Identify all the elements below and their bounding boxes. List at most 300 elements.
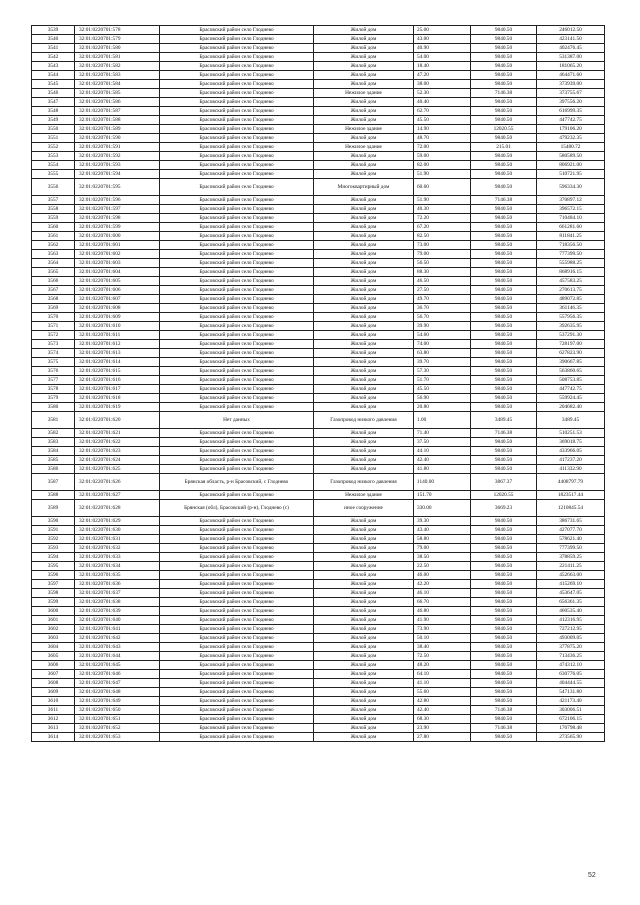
cadastral-number-cell: 32:01:0220701:592: [75, 152, 160, 161]
object-type-cell: Жилой дом: [314, 367, 414, 376]
cadastral-number-cell: 32:01:0220701:615: [75, 367, 160, 376]
object-type-cell: Жилой дом: [314, 116, 414, 125]
table-row: [32, 241, 605, 250]
object-type-cell: Жилой дом: [314, 706, 414, 715]
cadastral-number-cell: 32:01:0220701:632: [75, 544, 160, 553]
unit-value-cell: 9840.50: [471, 403, 537, 412]
row-number-cell: 3581: [32, 412, 75, 429]
object-type-cell: Жилой дом: [314, 679, 414, 688]
address-cell: Брасовский район село Глоднево: [160, 544, 314, 553]
cadastral-value-cell: 433966.05: [537, 447, 605, 456]
row-number-cell: 3588: [32, 491, 75, 500]
table-row: [32, 196, 605, 205]
table-row: [32, 125, 605, 134]
area-cell: 39.70: [414, 358, 471, 367]
cadastral-table: [31, 25, 605, 742]
area-cell: 79.00: [414, 544, 471, 553]
address-cell: Брасовский район село Глоднево: [160, 733, 314, 742]
object-type-cell: Жилой дом: [314, 465, 414, 474]
row-number-cell: 3566: [32, 277, 75, 286]
unit-value-cell: 9840.50: [471, 571, 537, 580]
cadastral-value-cell: 460535.40: [537, 607, 605, 616]
unit-value-cell: 9840.50: [471, 134, 537, 143]
object-type-cell: Жилой дом: [314, 688, 414, 697]
row-number-cell: 3608: [32, 679, 75, 688]
row-number-cell: 3582: [32, 429, 75, 438]
area-cell: 38.00: [414, 80, 471, 89]
area-cell: 36.70: [414, 304, 471, 313]
cadastral-number-cell: 32:01:0220701:653: [75, 733, 160, 742]
cadastral-number-cell: 32:01:0220701:581: [75, 53, 160, 62]
table-row: [32, 598, 605, 607]
row-number-cell: 3573: [32, 340, 75, 349]
cadastral-number-cell: 32:01:0220701:597: [75, 205, 160, 214]
table-row: [32, 286, 605, 295]
cadastral-number-cell: 32:01:0220701:587: [75, 107, 160, 116]
table-row: [32, 589, 605, 598]
row-number-cell: 3604: [32, 643, 75, 652]
cadastral-number-cell: 32:01:0220701:600: [75, 232, 160, 241]
cadastral-number-cell: 32:01:0220701:586: [75, 98, 160, 107]
cadastral-value-cell: 656361.35: [537, 598, 605, 607]
cadastral-value-cell: 447742.75: [537, 116, 605, 125]
cadastral-number-cell: 32:01:0220701:585: [75, 89, 160, 98]
unit-value-cell: 215.01: [471, 143, 537, 152]
table-row: [32, 170, 605, 179]
cadastral-value-cell: 453647.05: [537, 589, 605, 598]
cadastral-value-cell: 580589.50: [537, 152, 605, 161]
table-row: [32, 214, 605, 223]
object-type-cell: Жилой дом: [314, 340, 414, 349]
unit-value-cell: 9840.50: [471, 688, 537, 697]
row-number-cell: 3600: [32, 607, 75, 616]
address-cell: Брасовский район село Глоднево: [160, 526, 314, 535]
unit-value-cell: 9840.50: [471, 394, 537, 403]
address-cell: Брасовский район село Глоднево: [160, 304, 314, 313]
address-cell: Брасовский район село Глоднево: [160, 214, 314, 223]
object-type-cell: Жилой дом: [314, 616, 414, 625]
table-row: [32, 580, 605, 589]
cadastral-value-cell: 221411.25: [537, 562, 605, 571]
area-cell: 51.90: [414, 196, 471, 205]
object-type-cell: Жилой дом: [314, 724, 414, 733]
area-cell: 63.80: [414, 349, 471, 358]
cadastral-value-cell: 557956.35: [537, 313, 605, 322]
address-cell: Брасовский район село Глоднево: [160, 447, 314, 456]
area-cell: 58.80: [414, 535, 471, 544]
address-cell: Брасовский район село Глоднево: [160, 517, 314, 526]
unit-value-cell: 9840.50: [471, 98, 537, 107]
object-type-cell: Нежилое здание: [314, 89, 414, 98]
unit-value-cell: 9840.50: [471, 170, 537, 179]
cadastral-value-cell: 868916.15: [537, 268, 605, 277]
object-type-cell: Нежилое здание: [314, 125, 414, 134]
row-number-cell: 3561: [32, 232, 75, 241]
address-cell: Брасовский район село Глоднево: [160, 44, 314, 53]
unit-value-cell: 9840.50: [471, 71, 537, 80]
cadastral-value-cell: 555988.25: [537, 259, 605, 268]
object-type-cell: Жилой дом: [314, 35, 414, 44]
table-row: [32, 526, 605, 535]
table-row: [32, 733, 605, 742]
cadastral-number-cell: 32:01:0220701:648: [75, 688, 160, 697]
area-cell: 41.10: [414, 679, 471, 688]
row-number-cell: 3550: [32, 125, 75, 134]
area-cell: 1140.00: [414, 474, 471, 491]
unit-value-cell: 9840.50: [471, 438, 537, 447]
area-cell: 43.40: [414, 526, 471, 535]
table-row: [32, 80, 605, 89]
cadastral-value-cell: 559924.45: [537, 394, 605, 403]
area-cell: 68.30: [414, 715, 471, 724]
cadastral-number-cell: 32:01:0220701:601: [75, 241, 160, 250]
object-type-cell: Жилой дом: [314, 71, 414, 80]
object-type-cell: Жилой дом: [314, 268, 414, 277]
unit-value-cell: 9840.50: [471, 456, 537, 465]
address-cell: Брасовский район село Глоднево: [160, 143, 314, 152]
cadastral-value-cell: 508753.85: [537, 376, 605, 385]
address-cell: Брасовский район село Глоднево: [160, 661, 314, 670]
cadastral-number-cell: 32:01:0220701:641: [75, 625, 160, 634]
object-type-cell: Жилой дом: [314, 589, 414, 598]
area-cell: 45.50: [414, 385, 471, 394]
area-cell: 82.00: [414, 161, 471, 170]
object-type-cell: Жилой дом: [314, 715, 414, 724]
unit-value-cell: 9840.50: [471, 62, 537, 71]
cadastral-value-cell: 273565.90: [537, 733, 605, 742]
unit-value-cell: 9840.50: [471, 107, 537, 116]
table-row: [32, 53, 605, 62]
address-cell: Брасовский район село Глоднево: [160, 724, 314, 733]
cadastral-number-cell: 32:01:0220701:613: [75, 349, 160, 358]
cadastral-value-cell: 672106.15: [537, 715, 605, 724]
cadastral-value-cell: 1210845.54: [537, 500, 605, 517]
cadastral-number-cell: 32:01:0220701:621: [75, 429, 160, 438]
cadastral-number-cell: 32:01:0220701:605: [75, 277, 160, 286]
table-row: [32, 304, 605, 313]
area-cell: 25.00: [414, 26, 471, 35]
object-type-cell: Жилой дом: [314, 456, 414, 465]
cadastral-number-cell: 32:01:0220701:638: [75, 598, 160, 607]
row-number-cell: 3547: [32, 98, 75, 107]
table-row: [32, 179, 605, 196]
table-row: [32, 403, 605, 412]
area-cell: 72.20: [414, 214, 471, 223]
cadastral-value-cell: 377875.20: [537, 643, 605, 652]
address-cell: Брасовский район село Глоднево: [160, 553, 314, 562]
unit-value-cell: 9840.50: [471, 670, 537, 679]
cadastral-value-cell: 411332.90: [537, 465, 605, 474]
area-cell: 330.00: [414, 500, 471, 517]
table-row: [32, 385, 605, 394]
cadastral-number-cell: 32:01:0220701:583: [75, 71, 160, 80]
table-row: [32, 322, 605, 331]
cadastral-value-cell: 493009.05: [537, 634, 605, 643]
table-row: [32, 205, 605, 214]
area-cell: 27.50: [414, 286, 471, 295]
row-number-cell: 3579: [32, 394, 75, 403]
cadastral-value-cell: 361146.35: [537, 304, 605, 313]
row-number-cell: 3569: [32, 304, 75, 313]
address-cell: Брасовский район село Глоднево: [160, 643, 314, 652]
object-type-cell: Жилой дом: [314, 26, 414, 35]
address-cell: Брасовский район село Глоднево: [160, 652, 314, 661]
unit-value-cell: 12020.55: [471, 125, 537, 134]
address-cell: Брянская (обл), Брасовский (р-н), Глоднево (с): [160, 500, 314, 517]
table-row: [32, 544, 605, 553]
table-row: [32, 394, 605, 403]
area-cell: 73.00: [414, 241, 471, 250]
object-type-cell: Жилой дом: [314, 196, 414, 205]
row-number-cell: 3597: [32, 580, 75, 589]
table-row: [32, 232, 605, 241]
area-cell: 72.50: [414, 652, 471, 661]
area-cell: 51.70: [414, 376, 471, 385]
address-cell: Брасовский район село Глоднево: [160, 277, 314, 286]
cadastral-value-cell: 417237.20: [537, 456, 605, 465]
row-number-cell: 3559: [32, 214, 75, 223]
object-type-cell: Жилой дом: [314, 205, 414, 214]
address-cell: Брасовский район село Глоднево: [160, 465, 314, 474]
object-type-cell: Жилой дом: [314, 322, 414, 331]
table-row: [32, 116, 605, 125]
cadastral-number-cell: 32:01:0220701:629: [75, 517, 160, 526]
area-cell: 39.30: [414, 517, 471, 526]
object-type-cell: Жилой дом: [314, 232, 414, 241]
cadastral-number-cell: 32:01:0220701:645: [75, 661, 160, 670]
row-number-cell: 3611: [32, 706, 75, 715]
cadastral-value-cell: 464471.60: [537, 71, 605, 80]
object-type-cell: Газопровод низкого давления: [314, 474, 414, 491]
address-cell: Брасовский район село Глоднево: [160, 598, 314, 607]
object-type-cell: Жилой дом: [314, 447, 414, 456]
unit-value-cell: 9840.50: [471, 161, 537, 170]
object-type-cell: Жилой дом: [314, 643, 414, 652]
cadastral-number-cell: 32:01:0220701:594: [75, 170, 160, 179]
row-number-cell: 3610: [32, 697, 75, 706]
address-cell: Брасовский район село Глоднево: [160, 205, 314, 214]
area-cell: 60.60: [414, 179, 471, 196]
cadastral-value-cell: 423141.50: [537, 35, 605, 44]
cadastral-number-cell: 32:01:0220701:604: [75, 268, 160, 277]
table-row: [32, 277, 605, 286]
unit-value-cell: 9840.50: [471, 53, 537, 62]
address-cell: Брасовский район село Глоднево: [160, 456, 314, 465]
row-number-cell: 3590: [32, 517, 75, 526]
area-cell: 45.50: [414, 116, 471, 125]
address-cell: Брасовский район село Глоднево: [160, 223, 314, 232]
table-row: [32, 625, 605, 634]
object-type-cell: Жилой дом: [314, 394, 414, 403]
cadastral-value-cell: 718356.50: [537, 241, 605, 250]
address-cell: Брасовский район село Глоднево: [160, 438, 314, 447]
object-type-cell: Жилой дом: [314, 517, 414, 526]
cadastral-value-cell: 404444.55: [537, 679, 605, 688]
table-row: [32, 715, 605, 724]
cadastral-value-cell: 661281.60: [537, 223, 605, 232]
unit-value-cell: 7146.38: [471, 89, 537, 98]
row-number-cell: 3575: [32, 358, 75, 367]
table-row: [32, 447, 605, 456]
unit-value-cell: 9840.50: [471, 44, 537, 53]
address-cell: Брасовский район село Глоднево: [160, 322, 314, 331]
table-row: [32, 143, 605, 152]
cadastral-number-cell: 32:01:0220701:595: [75, 179, 160, 196]
row-number-cell: 3560: [32, 223, 75, 232]
area-cell: 51.90: [414, 170, 471, 179]
address-cell: Брасовский район село Глоднево: [160, 697, 314, 706]
cadastral-value-cell: 630776.05: [537, 670, 605, 679]
row-number-cell: 3542: [32, 53, 75, 62]
cadastral-number-cell: 32:01:0220701:649: [75, 697, 160, 706]
area-cell: 66.70: [414, 598, 471, 607]
unit-value-cell: 9840.50: [471, 697, 537, 706]
cadastral-number-cell: 32:01:0220701:650: [75, 706, 160, 715]
row-number-cell: 3593: [32, 544, 75, 553]
address-cell: Брасовский район село Глоднево: [160, 429, 314, 438]
row-number-cell: 3565: [32, 268, 75, 277]
table-row: [32, 44, 605, 53]
area-cell: 38.50: [414, 553, 471, 562]
address-cell: Брасовский район село Глоднево: [160, 268, 314, 277]
unit-value-cell: 3669.23: [471, 500, 537, 517]
table-row: [32, 313, 605, 322]
unit-value-cell: 9840.50: [471, 553, 537, 562]
area-cell: 52.30: [414, 89, 471, 98]
address-cell: Брасовский район село Глоднево: [160, 331, 314, 340]
unit-value-cell: 3867.37: [471, 474, 537, 491]
address-cell: Брасовский район село Глоднево: [160, 358, 314, 367]
unit-value-cell: 9840.50: [471, 358, 537, 367]
address-cell: Брасовский район село Глоднево: [160, 706, 314, 715]
table-row: [32, 724, 605, 733]
table-row: [32, 259, 605, 268]
address-cell: Брасовский район село Глоднево: [160, 571, 314, 580]
row-number-cell: 3563: [32, 250, 75, 259]
unit-value-cell: 9840.50: [471, 286, 537, 295]
unit-value-cell: 9840.50: [471, 35, 537, 44]
area-cell: 40.90: [414, 44, 471, 53]
object-type-cell: иное сооружение: [314, 500, 414, 517]
cadastral-value-cell: 3489.45: [537, 412, 605, 429]
unit-value-cell: 9840.50: [471, 331, 537, 340]
unit-value-cell: 9840.50: [471, 223, 537, 232]
object-type-cell: Жилой дом: [314, 304, 414, 313]
cadastral-value-cell: 370897.12: [537, 196, 605, 205]
area-cell: 23.90: [414, 724, 471, 733]
object-type-cell: Жилой дом: [314, 98, 414, 107]
cadastral-value-cell: 806921.00: [537, 161, 605, 170]
address-cell: Брасовский район село Глоднево: [160, 535, 314, 544]
object-type-cell: Жилой дом: [314, 571, 414, 580]
table-row: [32, 340, 605, 349]
table-row: [32, 152, 605, 161]
area-cell: 151.70: [414, 491, 471, 500]
cadastral-number-cell: 32:01:0220701:627: [75, 491, 160, 500]
cadastral-number-cell: 32:01:0220701:602: [75, 250, 160, 259]
row-number-cell: 3545: [32, 80, 75, 89]
object-type-cell: Газопровод низкого давления: [314, 412, 414, 429]
cadastral-value-cell: 303006.51: [537, 706, 605, 715]
object-type-cell: Жилой дом: [314, 286, 414, 295]
object-type-cell: Жилой дом: [314, 214, 414, 223]
cadastral-value-cell: 402476.45: [537, 44, 605, 53]
row-number-cell: 3585: [32, 456, 75, 465]
row-number-cell: 3594: [32, 553, 75, 562]
address-cell: Брасовский район село Глоднево: [160, 634, 314, 643]
table-row: [32, 697, 605, 706]
cadastral-value-cell: 713436.25: [537, 652, 605, 661]
unit-value-cell: 9840.50: [471, 679, 537, 688]
table-row: [32, 616, 605, 625]
address-cell: Брасовский район село Глоднево: [160, 35, 314, 44]
row-number-cell: 3599: [32, 598, 75, 607]
area-cell: 1.00: [414, 412, 471, 429]
table-row: [32, 456, 605, 465]
cadastral-value-cell: 204682.40: [537, 403, 605, 412]
area-cell: 47.20: [414, 71, 471, 80]
unit-value-cell: 9840.50: [471, 152, 537, 161]
table-row: [32, 331, 605, 340]
cadastral-value-cell: 181065.20: [537, 62, 605, 71]
row-number-cell: 3557: [32, 196, 75, 205]
cadastral-number-cell: 32:01:0220701:589: [75, 125, 160, 134]
area-cell: 18.40: [414, 62, 471, 71]
object-type-cell: Нежилое здание: [314, 491, 414, 500]
cadastral-value-cell: 179106.20: [537, 125, 605, 134]
area-cell: 42.20: [414, 580, 471, 589]
row-number-cell: 3539: [32, 26, 75, 35]
object-type-cell: Жилой дом: [314, 733, 414, 742]
address-cell: Брасовский район село Глоднево: [160, 625, 314, 634]
area-cell: 20.80: [414, 403, 471, 412]
row-number-cell: 3603: [32, 634, 75, 643]
table-row: [32, 652, 605, 661]
address-cell: Брасовский район село Глоднево: [160, 179, 314, 196]
cadastral-number-cell: 32:01:0220701:590: [75, 134, 160, 143]
row-number-cell: 3592: [32, 535, 75, 544]
object-type-cell: Жилой дом: [314, 107, 414, 116]
row-number-cell: 3555: [32, 170, 75, 179]
cadastral-number-cell: 32:01:0220701:622: [75, 438, 160, 447]
object-type-cell: Жилой дом: [314, 526, 414, 535]
row-number-cell: 3568: [32, 295, 75, 304]
cadastral-number-cell: 32:01:0220701:596: [75, 196, 160, 205]
address-cell: Брасовский район село Глоднево: [160, 98, 314, 107]
address-cell: Брасовский район село Глоднево: [160, 376, 314, 385]
object-type-cell: Жилой дом: [314, 553, 414, 562]
address-cell: Брасовский район село Глоднево: [160, 394, 314, 403]
cadastral-value-cell: 547131.80: [537, 688, 605, 697]
table-row: [32, 465, 605, 474]
area-cell: 41.80: [414, 465, 471, 474]
unit-value-cell: 9840.50: [471, 634, 537, 643]
address-cell: Брасовский район село Глоднево: [160, 250, 314, 259]
cadastral-value-cell: 510251.53: [537, 429, 605, 438]
cadastral-value-cell: 270613.75: [537, 286, 605, 295]
address-cell: Брасовский район село Глоднево: [160, 670, 314, 679]
area-cell: 46.10: [414, 589, 471, 598]
table-row: [32, 661, 605, 670]
table-row: [32, 438, 605, 447]
object-type-cell: Жилой дом: [314, 161, 414, 170]
table-row: [32, 535, 605, 544]
cadastral-number-cell: 32:01:0220701:624: [75, 456, 160, 465]
unit-value-cell: 9840.50: [471, 598, 537, 607]
table-row: [32, 223, 605, 232]
cadastral-value-cell: 596334.30: [537, 179, 605, 196]
row-number-cell: 3558: [32, 205, 75, 214]
